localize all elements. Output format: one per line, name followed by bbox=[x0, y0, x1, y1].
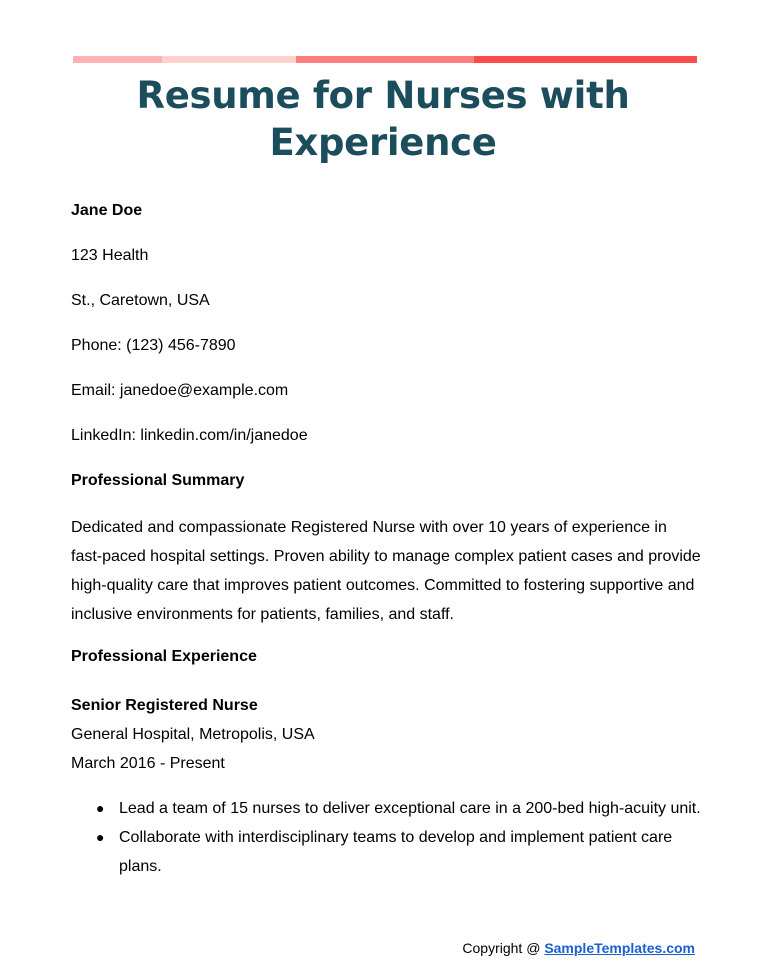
resume-body bbox=[71, 200, 701, 881]
list-item-text: Lead a team of 15 nurses to deliver exceptional care in a 200-bed high-acuity unit. bbox=[119, 800, 701, 817]
copyright-prefix: Copyright @ bbox=[462, 940, 545, 956]
top-bar-segment-1 bbox=[73, 56, 162, 63]
candidate-name: Jane Doe bbox=[71, 202, 143, 219]
address-line-1: 123 Health bbox=[71, 247, 149, 264]
phone-line: Phone: (123) 456-7890 bbox=[71, 337, 236, 354]
experience-heading: Professional Experience bbox=[71, 648, 257, 665]
list-item bbox=[71, 794, 701, 823]
job-dates: March 2016 - Present bbox=[71, 755, 225, 772]
email-line: Email: janedoe@example.com bbox=[71, 382, 289, 399]
top-bar-segment-2 bbox=[162, 56, 296, 63]
top-bar-segment-3 bbox=[296, 56, 474, 63]
bullet-icon: ● bbox=[96, 829, 105, 845]
summary-heading: Professional Summary bbox=[71, 472, 245, 489]
job-employer: General Hospital, Metropolis, USA bbox=[71, 726, 315, 743]
decorative-top-bar bbox=[73, 56, 697, 63]
address-line-2: St., Caretown, USA bbox=[71, 292, 210, 309]
top-bar-segment-4 bbox=[474, 56, 697, 63]
list-item-text: Collaborate with interdisciplinary teams to develop and implement patient care plans. bbox=[119, 829, 673, 875]
job-responsibilities-list bbox=[71, 794, 701, 881]
job-entry bbox=[71, 691, 701, 881]
linkedin-line: LinkedIn: linkedin.com/in/janedoe bbox=[71, 427, 308, 444]
summary-paragraph: Dedicated and compassionate Registered Nurse with over 10 years of experience in fast-paced hospital settings. Proven ability to manage complex patient cases and provide high-quality care that improves patient outcomes. Committed to fostering supportive and inclusive environments for patients, families, and staff. bbox=[71, 519, 701, 623]
copyright-footer bbox=[462, 938, 695, 958]
bullet-icon: ● bbox=[96, 800, 105, 816]
job-title: Senior Registered Nurse bbox=[71, 697, 258, 714]
sampletemplates-link[interactable]: SampleTemplates.com bbox=[544, 940, 695, 956]
list-item bbox=[71, 823, 701, 881]
page-title: Resume for Nurses with Experience bbox=[136, 74, 630, 164]
